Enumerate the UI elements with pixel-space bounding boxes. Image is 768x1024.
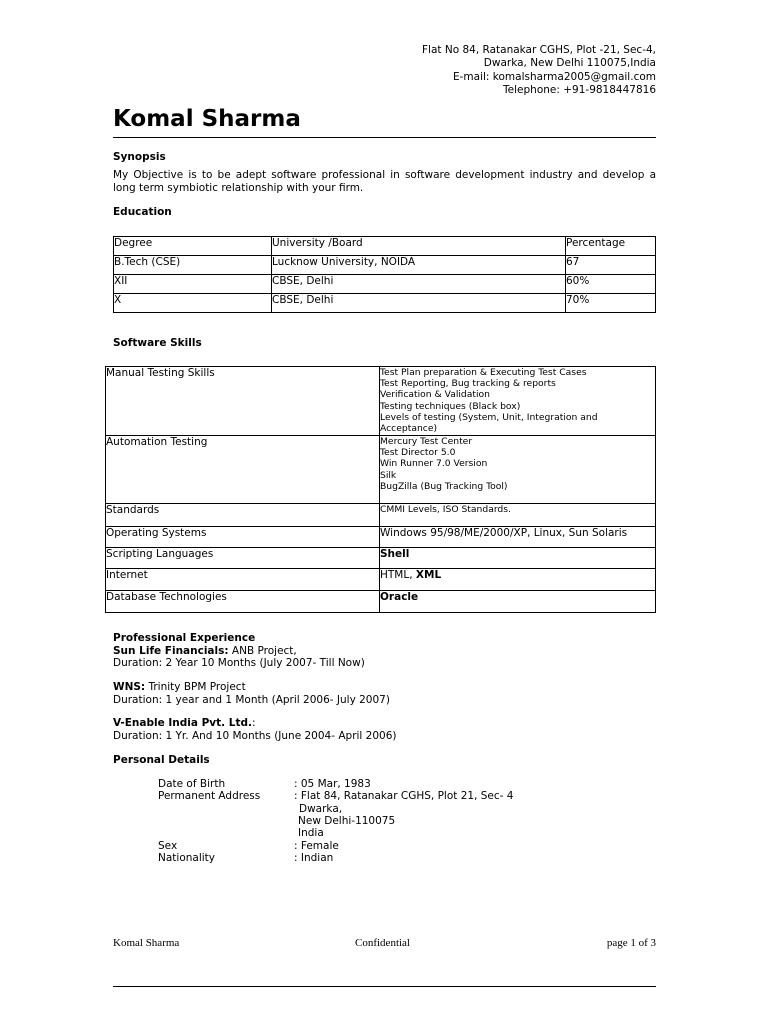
footer-left: Komal Sharma: [113, 937, 180, 949]
candidate-name: Komal Sharma: [113, 106, 301, 132]
list-item: Mercury Test Center: [380, 436, 473, 447]
list-item: Test Reporting, Bug tracking & reports: [380, 378, 556, 390]
list-item: Test Director 5.0: [380, 447, 456, 459]
experience-section: [113, 632, 365, 670]
contact-address-block: [422, 44, 656, 97]
personal-labels: [158, 778, 260, 803]
table-cell: X: [114, 294, 272, 313]
table-row: [106, 436, 656, 504]
skill-value: [380, 569, 656, 591]
skill-value: Oracle: [380, 591, 656, 613]
skill-label: Manual Testing Skills: [106, 367, 380, 436]
table-cell: Lucknow University, NOIDA: [272, 256, 566, 275]
table-cell: 70%: [566, 294, 656, 313]
job-company-line: [113, 681, 390, 694]
table-cell: B.Tech (CSE): [114, 256, 272, 275]
name-divider: [113, 137, 656, 138]
personal-heading: Personal Details: [113, 754, 210, 766]
address-line-2: Dwarka,: [299, 802, 343, 815]
address-line-2: Dwarka, New Delhi 110075,India: [483, 57, 656, 70]
skill-label: Scripting Languages: [106, 548, 380, 569]
job-project: Trinity BPM Project: [145, 681, 246, 693]
list-item: BugZilla (Bug Tracking Tool): [380, 480, 508, 492]
skill-label: Operating Systems: [106, 527, 380, 548]
job-company-line: [113, 717, 397, 730]
table-cell: XII: [114, 275, 272, 294]
table-row: [106, 548, 656, 569]
table-header: Degree: [114, 237, 272, 256]
sex-label: Sex: [158, 840, 178, 852]
skill-value-list: [380, 436, 656, 504]
list-item: Verification & Validation: [380, 389, 490, 401]
table-cell: CBSE, Delhi: [272, 275, 566, 294]
table-cell: 60%: [566, 275, 656, 294]
skill-label: Database Technologies: [106, 591, 380, 613]
personal-values-2: [294, 840, 339, 865]
job-company: Sun Life Financials:: [113, 644, 229, 657]
table-row: [106, 367, 656, 436]
list-item: Test Plan preparation & Executing Test Cases: [380, 367, 587, 378]
nationality-value: : Indian: [294, 852, 334, 865]
table-header: University /Board: [272, 237, 566, 256]
job-project: :: [252, 717, 256, 729]
nationality-label: Nationality: [158, 852, 216, 865]
job-duration: Duration: 2 Year 10 Months (July 2007- Till Now): [113, 657, 365, 669]
skill-value-plain: HTML,: [380, 569, 416, 581]
skill-value: Shell: [380, 548, 656, 569]
table-cell: CBSE, Delhi: [272, 294, 566, 313]
sex-value: : Female: [294, 840, 339, 852]
list-item: Testing techniques (Black box): [380, 400, 521, 412]
table-row: [114, 237, 656, 256]
job-company: WNS:: [113, 681, 146, 693]
skill-value: CMMI Levels, ISO Standards.: [380, 504, 656, 527]
job-company-line: [113, 645, 365, 658]
dob-value: : 05 Mar, 1983: [294, 778, 371, 790]
personal-values: [294, 778, 513, 839]
footer-divider: [113, 986, 656, 987]
table-row: [106, 591, 656, 613]
phone-line: Telephone: +91-9818447816: [503, 83, 656, 96]
personal-labels-2: [158, 840, 215, 865]
list-item: Silk: [380, 469, 397, 481]
experience-job: [113, 717, 397, 742]
table-header: Percentage: [566, 237, 656, 256]
education-heading: Education: [113, 206, 172, 218]
address-label: Permanent Address: [158, 790, 261, 803]
list-item: Levels of testing (System, Unit, Integration and Acceptance): [380, 411, 598, 435]
dob-label: Date of Birth: [158, 778, 226, 790]
skills-table: [105, 366, 656, 613]
table-row: [114, 256, 656, 275]
synopsis-text: My Objective is to be adept software professional in software development industry and develop a long term symbiotic relationship with your firm.: [113, 169, 656, 194]
job-project: ANB Project,: [228, 644, 297, 657]
skill-value-bold: XML: [415, 569, 442, 581]
synopsis-heading: Synopsis: [113, 151, 166, 163]
address-line-4: India: [298, 827, 324, 840]
job-duration: Duration: 1 Yr. And 10 Months (June 2004- April 2006): [113, 729, 397, 742]
job-company: V-Enable India Pvt. Ltd.: [113, 717, 253, 729]
list-item: Win Runner 7.0 Version: [380, 458, 488, 470]
email-line: E-mail: komalsharma2005@gmail.com: [452, 70, 656, 83]
address-value: : Flat 84, Ratanakar CGHS, Plot 21, Sec- 4: [294, 790, 514, 803]
footer-page-number: page 1 of 3: [606, 937, 656, 949]
table-row: [106, 527, 656, 548]
experience-heading: Professional Experience: [113, 632, 256, 644]
table-row: [106, 504, 656, 527]
job-duration: Duration: 1 year and 1 Month (April 2006- July 2007): [113, 693, 390, 706]
skills-heading: Software Skills: [113, 337, 202, 349]
address-line-1: Flat No 84, Ratanakar CGHS, Plot -21, Sec-4,: [422, 44, 656, 56]
skill-value: Windows 95/98/ME/2000/XP, Linux, Sun Solaris: [380, 527, 656, 548]
skill-value-list: [380, 367, 656, 436]
experience-job: [113, 681, 390, 706]
table-row: [106, 569, 656, 591]
table-cell: 67: [566, 256, 656, 275]
skill-label: Automation Testing: [106, 436, 380, 504]
footer-center: Confidential: [355, 937, 410, 949]
table-row: [114, 275, 656, 294]
skill-label: Internet: [106, 569, 380, 591]
table-row: [114, 294, 656, 313]
skill-label: Standards: [106, 504, 380, 527]
education-table: [113, 236, 656, 313]
address-line-3: New Delhi-110075: [298, 814, 396, 827]
